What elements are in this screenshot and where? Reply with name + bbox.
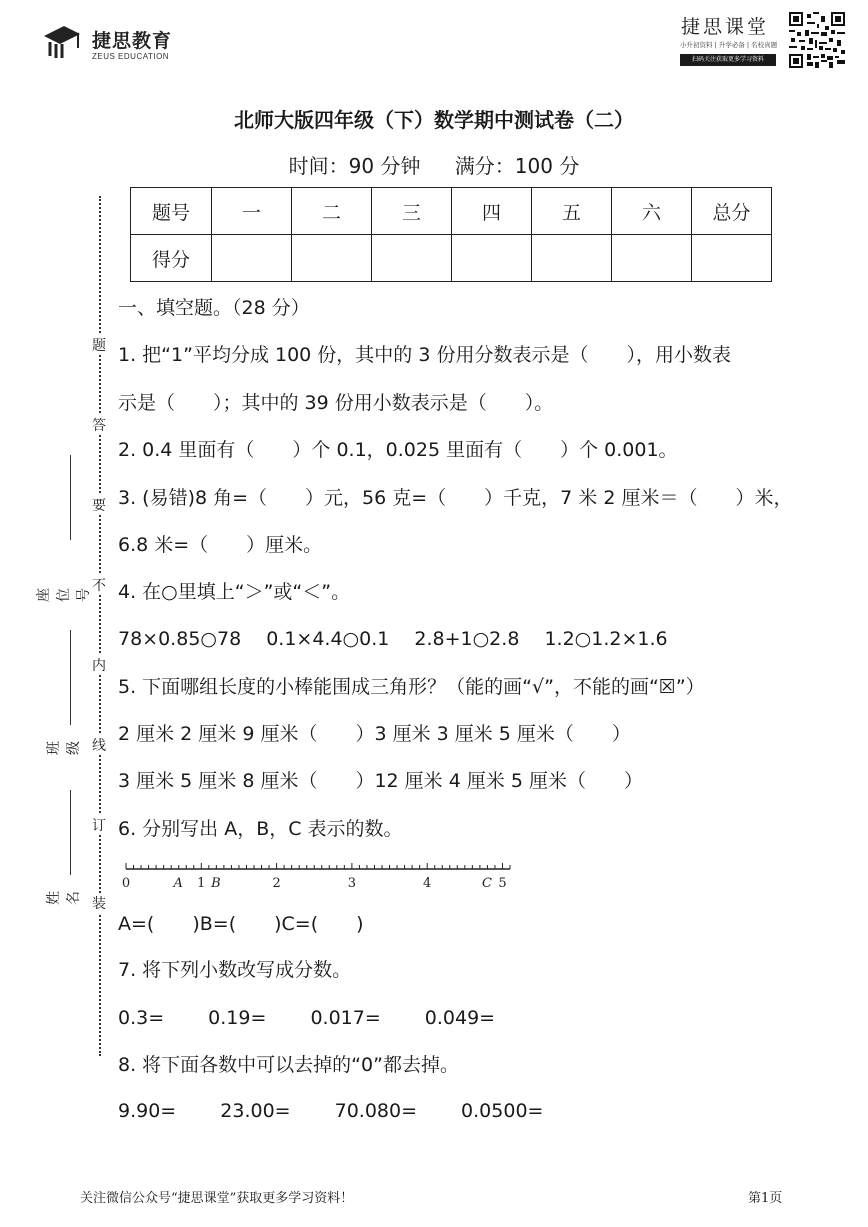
number-line-point-label: C bbox=[481, 876, 492, 891]
binding-char: 订 bbox=[86, 815, 112, 835]
class-line bbox=[70, 630, 71, 725]
score-cell[interactable] bbox=[612, 235, 692, 282]
score-cell[interactable] bbox=[292, 235, 372, 282]
brand-name: 捷思课堂 bbox=[681, 16, 770, 38]
binding-char: 要 bbox=[86, 495, 112, 515]
question-text: 5. 下面哪组长度的小棒能围成三角形？（能的画“√”，不能的画“☒”） bbox=[118, 676, 705, 698]
question-text: 2. 0.4 里面有（ ）个 0.1，0.025 里面有（ ）个 0.001。 bbox=[118, 439, 678, 461]
question-text: 3 厘米 5 厘米 8 厘米（ ）12 厘米 4 厘米 5 厘米（ ） bbox=[118, 770, 644, 792]
score-table-score-row bbox=[131, 235, 772, 282]
number-line-tick-label: 5 bbox=[498, 876, 507, 891]
score-cell[interactable] bbox=[532, 235, 612, 282]
number-line-point-label: A bbox=[173, 876, 183, 891]
page-number: 第1页 bbox=[748, 1191, 783, 1206]
question-text: A=( )B=( )C=( ) bbox=[118, 913, 364, 935]
binding-char: 内 bbox=[86, 655, 112, 675]
time-label: 时间：90 分钟 bbox=[288, 154, 421, 178]
name-label: 姓名 bbox=[46, 891, 82, 905]
question-text: 8. 将下面各数中可以去掉的“0”都去掉。 bbox=[118, 1054, 459, 1076]
score-label: 满分：100 分 bbox=[454, 154, 580, 178]
number-line bbox=[118, 858, 518, 898]
score-row-label: 得分 bbox=[131, 235, 212, 282]
name-line bbox=[70, 790, 71, 875]
score-table bbox=[130, 187, 772, 282]
page-title: 北师大版四年级（下）数学期中测试卷（二） bbox=[234, 108, 634, 132]
brand-tags: 小升初资料 | 升学必备 | 名校真题 bbox=[680, 41, 778, 49]
score-table-header-cell: 五 bbox=[532, 188, 612, 235]
binding-dotted-line bbox=[99, 196, 101, 1056]
number-line-tick-label: 2 bbox=[272, 876, 281, 891]
seat-number-label: 座位号 bbox=[36, 588, 92, 602]
binding-char: 不 bbox=[86, 575, 112, 595]
seat-number-line bbox=[70, 455, 71, 540]
binding-char: 线 bbox=[86, 735, 112, 755]
score-cell[interactable] bbox=[692, 235, 772, 282]
class-label: 班级 bbox=[46, 741, 82, 755]
number-line-tick-label: 1 bbox=[197, 876, 206, 891]
question-text: 78×0.85○78 0.1×4.4○0.1 2.8+1○2.8 1.2○1.2×1.6 bbox=[118, 628, 668, 650]
question-text: 2 厘米 2 厘米 9 厘米（ ）3 厘米 3 厘米 5 厘米（ ） bbox=[118, 723, 631, 745]
question-text: 4. 在○里填上“＞”或“＜”。 bbox=[118, 581, 351, 603]
score-table-header-cell: 三 bbox=[372, 188, 452, 235]
score-table-header-cell: 题号 bbox=[131, 188, 212, 235]
question-text: 6.8 米=（ ）厘米。 bbox=[118, 534, 323, 556]
score-table-header-cell: 四 bbox=[452, 188, 532, 235]
score-table-header-cell: 二 bbox=[292, 188, 372, 235]
question-text: 1. 把“1”平均分成 100 份，其中的 3 份用分数表示是（ ），用小数表 bbox=[118, 344, 731, 366]
zeus-logo-icon bbox=[42, 22, 82, 62]
question-text: 7. 将下列小数改写成分数。 bbox=[118, 959, 352, 981]
qr-code-icon bbox=[789, 12, 845, 68]
score-cell[interactable] bbox=[212, 235, 292, 282]
score-table-header-cell: 一 bbox=[212, 188, 292, 235]
binding-char: 题 bbox=[86, 335, 112, 355]
binding-char: 答 bbox=[86, 415, 112, 435]
exam-meta bbox=[0, 150, 868, 179]
question-text: 6. 分别写出 A，B，C 表示的数。 bbox=[118, 818, 403, 840]
number-line-tick-label: 3 bbox=[347, 876, 357, 891]
question-text: 3. (易错)8 角=（ ）元，56 克=（ ）千克，7 米 2 厘米＝（ ）米， bbox=[118, 487, 793, 509]
question-text: 示是（ ）；其中的 39 份用小数表示是（ ）。 bbox=[118, 392, 554, 414]
question-text: 9.90= 23.00= 70.080= 0.0500= bbox=[118, 1100, 544, 1122]
score-table-header-cell: 六 bbox=[612, 188, 692, 235]
question-text: 0.3= 0.19= 0.017= 0.049= bbox=[118, 1007, 496, 1029]
logo-subtitle: ZEUS EDUCATION bbox=[92, 52, 170, 61]
logo-text: 捷思教育 bbox=[92, 30, 173, 52]
binding-char: 装 bbox=[86, 893, 112, 913]
section-heading: 一、填空题。（28 分） bbox=[118, 297, 310, 319]
footer-note: 关注微信公众号“捷思课堂”获取更多学习资料！ bbox=[80, 1191, 354, 1206]
score-cell[interactable] bbox=[452, 235, 532, 282]
number-line-tick-label: 0 bbox=[121, 876, 131, 891]
number-line-tick-label: 4 bbox=[423, 876, 432, 891]
number-line-point-label: B bbox=[211, 876, 221, 891]
score-table-header-cell: 总分 bbox=[692, 188, 772, 235]
brand-cta: 扫码关注获取更多学习资料 bbox=[680, 54, 776, 66]
score-table-header-row bbox=[131, 188, 772, 235]
score-cell[interactable] bbox=[372, 235, 452, 282]
